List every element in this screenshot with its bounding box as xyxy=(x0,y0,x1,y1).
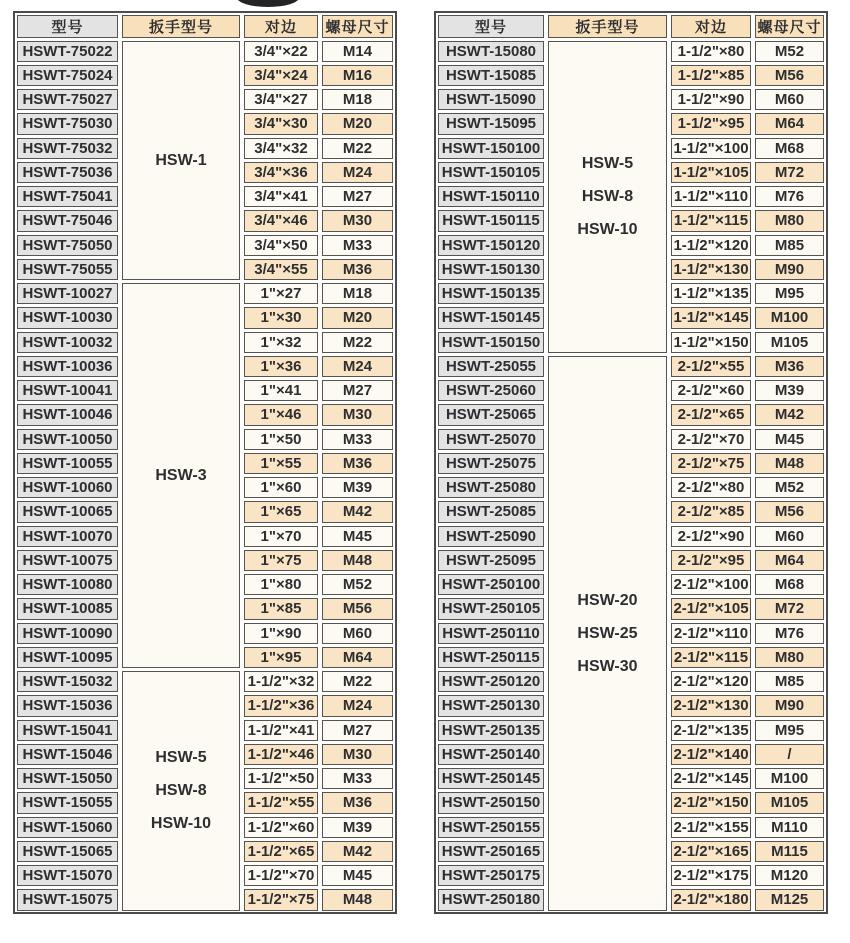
wrench-cell xyxy=(548,41,667,353)
nut-cell: M30 xyxy=(322,744,393,765)
product-image-edge xyxy=(237,0,299,7)
model-cell: HSWT-15032 xyxy=(17,671,118,692)
flats-cell: 2-1/2"×65 xyxy=(671,404,751,425)
header-cell-0: 型号 xyxy=(438,15,544,38)
flats-cell: 3/4"×22 xyxy=(244,41,318,62)
flats-cell: 2-1/2"×135 xyxy=(671,720,751,741)
model-cell: HSWT-150115 xyxy=(438,210,544,231)
nut-cell: M42 xyxy=(322,841,393,862)
model-cell: HSWT-15041 xyxy=(17,720,118,741)
flats-cell: 3/4"×50 xyxy=(244,235,318,256)
nut-cell: M39 xyxy=(322,477,393,498)
flats-cell: 1-1/2"×150 xyxy=(671,332,751,353)
nut-cell: M105 xyxy=(755,332,824,353)
model-cell: HSWT-15080 xyxy=(438,41,544,62)
flats-cell: 3/4"×41 xyxy=(244,186,318,207)
nut-cell: M90 xyxy=(755,695,824,716)
model-cell: HSWT-75022 xyxy=(17,41,118,62)
nut-cell: M64 xyxy=(755,113,824,134)
nut-cell: M24 xyxy=(322,356,393,377)
nut-cell: M76 xyxy=(755,623,824,644)
wrench-label: HSW-25 xyxy=(577,624,638,642)
model-cell: HSWT-15036 xyxy=(17,695,118,716)
model-cell: HSWT-75041 xyxy=(17,186,118,207)
model-cell: HSWT-10075 xyxy=(17,550,118,571)
wrench-cell xyxy=(122,283,240,668)
model-cell: HSWT-250120 xyxy=(438,671,544,692)
flats-cell: 1"×36 xyxy=(244,356,318,377)
nut-cell: M60 xyxy=(755,89,824,110)
model-cell: HSWT-150145 xyxy=(438,307,544,328)
header-cell-1: 扳手型号 xyxy=(122,15,240,38)
model-cell: HSWT-150135 xyxy=(438,283,544,304)
model-cell: HSWT-150130 xyxy=(438,259,544,280)
model-cell: HSWT-25065 xyxy=(438,404,544,425)
flats-cell: 2-1/2"×180 xyxy=(671,889,751,910)
flats-cell: 1-1/2"×120 xyxy=(671,235,751,256)
flats-cell: 1-1/2"×95 xyxy=(671,113,751,134)
model-cell: HSWT-10032 xyxy=(17,332,118,353)
model-cell: HSWT-250150 xyxy=(438,792,544,813)
model-cell: HSWT-15075 xyxy=(17,889,118,910)
model-cell: HSWT-250155 xyxy=(438,817,544,838)
nut-cell: M80 xyxy=(755,647,824,668)
flats-cell: 1-1/2"×145 xyxy=(671,307,751,328)
flats-cell: 2-1/2"×140 xyxy=(671,744,751,765)
flats-cell: 1"×75 xyxy=(244,550,318,571)
header-cell-0: 型号 xyxy=(17,15,118,38)
wrench-label: HSW-10 xyxy=(577,221,638,239)
flats-cell: 1"×30 xyxy=(244,307,318,328)
nut-cell: M56 xyxy=(755,65,824,86)
spec-table-left xyxy=(13,11,397,914)
nut-cell: M95 xyxy=(755,283,824,304)
flats-cell: 1"×55 xyxy=(244,453,318,474)
flats-cell: 2-1/2"×60 xyxy=(671,380,751,401)
model-cell: HSWT-150120 xyxy=(438,235,544,256)
nut-cell: M36 xyxy=(322,453,393,474)
nut-cell: M105 xyxy=(755,792,824,813)
nut-cell: M24 xyxy=(322,162,393,183)
flats-cell: 1-1/2"×46 xyxy=(244,744,318,765)
model-cell: HSWT-10090 xyxy=(17,623,118,644)
model-cell: HSWT-10070 xyxy=(17,526,118,547)
nut-cell: M64 xyxy=(322,647,393,668)
flats-cell: 1-1/2"×50 xyxy=(244,768,318,789)
header-cell-1: 扳手型号 xyxy=(548,15,667,38)
nut-cell: M20 xyxy=(322,307,393,328)
spec-table-right xyxy=(434,11,828,914)
flats-cell: 1"×46 xyxy=(244,404,318,425)
model-cell: HSWT-150110 xyxy=(438,186,544,207)
nut-cell: M68 xyxy=(755,138,824,159)
flats-cell: 2-1/2"×85 xyxy=(671,501,751,522)
nut-cell: M120 xyxy=(755,865,824,886)
nut-cell: M20 xyxy=(322,113,393,134)
flats-cell: 2-1/2"×55 xyxy=(671,356,751,377)
flats-cell: 1"×65 xyxy=(244,501,318,522)
nut-cell: M85 xyxy=(755,235,824,256)
wrench-label: HSW-3 xyxy=(155,467,207,484)
model-cell: HSWT-250165 xyxy=(438,841,544,862)
nut-cell: M56 xyxy=(755,501,824,522)
model-cell: HSWT-25075 xyxy=(438,453,544,474)
model-cell: HSWT-250145 xyxy=(438,768,544,789)
wrench-label: HSW-8 xyxy=(581,188,634,206)
header-cell-2: 对边 xyxy=(671,15,751,38)
flats-cell: 3/4"×30 xyxy=(244,113,318,134)
flats-cell: 1"×80 xyxy=(244,574,318,595)
nut-cell: M42 xyxy=(322,501,393,522)
flats-cell: 2-1/2"×120 xyxy=(671,671,751,692)
nut-cell: M45 xyxy=(322,526,393,547)
nut-cell: M110 xyxy=(755,817,824,838)
model-cell: HSWT-250110 xyxy=(438,623,544,644)
nut-cell: M76 xyxy=(755,186,824,207)
model-cell: HSWT-15046 xyxy=(17,744,118,765)
model-cell: HSWT-75050 xyxy=(17,235,118,256)
model-cell: HSWT-10036 xyxy=(17,356,118,377)
nut-cell: M48 xyxy=(322,550,393,571)
flats-cell: 1"×32 xyxy=(244,332,318,353)
model-cell: HSWT-150100 xyxy=(438,138,544,159)
flats-cell: 1"×85 xyxy=(244,598,318,619)
model-cell: HSWT-10080 xyxy=(17,574,118,595)
model-cell: HSWT-150105 xyxy=(438,162,544,183)
nut-cell: M72 xyxy=(755,598,824,619)
nut-cell: M22 xyxy=(322,332,393,353)
nut-cell: M52 xyxy=(322,574,393,595)
flats-cell: 1-1/2"×110 xyxy=(671,186,751,207)
wrench-cell xyxy=(122,671,240,911)
flats-cell: 1-1/2"×55 xyxy=(244,792,318,813)
nut-cell: M52 xyxy=(755,41,824,62)
nut-cell: M22 xyxy=(322,671,393,692)
model-cell: HSWT-75046 xyxy=(17,210,118,231)
flats-cell: 2-1/2"×80 xyxy=(671,477,751,498)
nut-cell: M52 xyxy=(755,477,824,498)
flats-cell: 1-1/2"×115 xyxy=(671,210,751,231)
nut-cell: M125 xyxy=(755,889,824,910)
model-cell: HSWT-10085 xyxy=(17,598,118,619)
nut-cell: M24 xyxy=(322,695,393,716)
nut-cell: M48 xyxy=(322,889,393,910)
model-cell: HSWT-250115 xyxy=(438,647,544,668)
flats-cell: 3/4"×32 xyxy=(244,138,318,159)
model-cell: HSWT-250130 xyxy=(438,695,544,716)
nut-cell: M68 xyxy=(755,574,824,595)
model-cell: HSWT-250140 xyxy=(438,744,544,765)
model-cell: HSWT-25060 xyxy=(438,380,544,401)
flats-cell: 2-1/2"×130 xyxy=(671,695,751,716)
nut-cell: M42 xyxy=(755,404,824,425)
model-cell: HSWT-15055 xyxy=(17,792,118,813)
flats-cell: 2-1/2"×115 xyxy=(671,647,751,668)
nut-cell: M56 xyxy=(322,598,393,619)
model-cell: HSWT-15065 xyxy=(17,841,118,862)
model-cell: HSWT-75030 xyxy=(17,113,118,134)
model-cell: HSWT-10060 xyxy=(17,477,118,498)
flats-cell: 1"×70 xyxy=(244,526,318,547)
nut-cell: M27 xyxy=(322,186,393,207)
header-cell-3: 螺母尺寸 xyxy=(755,15,824,38)
nut-cell: M16 xyxy=(322,65,393,86)
wrench-label: HSW-5 xyxy=(581,155,634,173)
flats-cell: 1-1/2"×80 xyxy=(671,41,751,62)
flats-cell: 2-1/2"×75 xyxy=(671,453,751,474)
nut-cell: M30 xyxy=(322,404,393,425)
nut-cell: M30 xyxy=(322,210,393,231)
flats-cell: 1-1/2"×70 xyxy=(244,865,318,886)
flats-cell: 1-1/2"×60 xyxy=(244,817,318,838)
header-cell-2: 对边 xyxy=(244,15,318,38)
wrench-cell xyxy=(548,356,667,911)
model-cell: HSWT-10027 xyxy=(17,283,118,304)
flats-cell: 3/4"×55 xyxy=(244,259,318,280)
flats-cell: 1-1/2"×90 xyxy=(671,89,751,110)
model-cell: HSWT-10055 xyxy=(17,453,118,474)
model-cell: HSWT-25055 xyxy=(438,356,544,377)
wrench-label: HSW-30 xyxy=(577,657,638,675)
flats-cell: 2-1/2"×90 xyxy=(671,526,751,547)
nut-cell: M27 xyxy=(322,720,393,741)
model-cell: HSWT-150150 xyxy=(438,332,544,353)
flats-cell: 1"×90 xyxy=(244,623,318,644)
flats-cell: 2-1/2"×150 xyxy=(671,792,751,813)
model-cell: HSWT-25070 xyxy=(438,429,544,450)
model-cell: HSWT-15050 xyxy=(17,768,118,789)
model-cell: HSWT-15090 xyxy=(438,89,544,110)
nut-cell: M100 xyxy=(755,768,824,789)
model-cell: HSWT-250105 xyxy=(438,598,544,619)
flats-cell: 2-1/2"×165 xyxy=(671,841,751,862)
nut-cell: M95 xyxy=(755,720,824,741)
flats-cell: 1-1/2"×41 xyxy=(244,720,318,741)
model-cell: HSWT-25090 xyxy=(438,526,544,547)
model-cell: HSWT-75032 xyxy=(17,138,118,159)
nut-cell: M33 xyxy=(322,235,393,256)
flats-cell: 1"×41 xyxy=(244,380,318,401)
flats-cell: 2-1/2"×175 xyxy=(671,865,751,886)
model-cell: HSWT-15095 xyxy=(438,113,544,134)
nut-cell: M33 xyxy=(322,768,393,789)
flats-cell: 1-1/2"×36 xyxy=(244,695,318,716)
nut-cell: M85 xyxy=(755,671,824,692)
model-cell: HSWT-250135 xyxy=(438,720,544,741)
model-cell: HSWT-10041 xyxy=(17,380,118,401)
nut-cell: M36 xyxy=(322,792,393,813)
wrench-label: HSW-1 xyxy=(155,151,207,169)
flats-cell: 1"×27 xyxy=(244,283,318,304)
flats-cell: 1-1/2"×65 xyxy=(244,841,318,862)
model-cell: HSWT-25085 xyxy=(438,501,544,522)
model-cell: HSWT-250100 xyxy=(438,574,544,595)
flats-cell: 1"×60 xyxy=(244,477,318,498)
nut-cell: M18 xyxy=(322,89,393,110)
model-cell: HSWT-75036 xyxy=(17,162,118,183)
flats-cell: 1"×50 xyxy=(244,429,318,450)
nut-cell: M64 xyxy=(755,550,824,571)
wrench-label: HSW-8 xyxy=(155,782,207,800)
flats-cell: 3/4"×46 xyxy=(244,210,318,231)
model-cell: HSWT-75055 xyxy=(17,259,118,280)
nut-cell: M18 xyxy=(322,283,393,304)
model-cell: HSWT-10065 xyxy=(17,501,118,522)
flats-cell: 1-1/2"×85 xyxy=(671,65,751,86)
flats-cell: 1-1/2"×32 xyxy=(244,671,318,692)
nut-cell: M39 xyxy=(322,817,393,838)
flats-cell: 3/4"×36 xyxy=(244,162,318,183)
flats-cell: 2-1/2"×100 xyxy=(671,574,751,595)
nut-cell: / xyxy=(755,744,824,765)
flats-cell: 3/4"×24 xyxy=(244,65,318,86)
nut-cell: M90 xyxy=(755,259,824,280)
flats-cell: 2-1/2"×70 xyxy=(671,429,751,450)
model-cell: HSWT-250175 xyxy=(438,865,544,886)
nut-cell: M45 xyxy=(755,429,824,450)
model-cell: HSWT-25095 xyxy=(438,550,544,571)
nut-cell: M60 xyxy=(322,623,393,644)
flats-cell: 1-1/2"×105 xyxy=(671,162,751,183)
nut-cell: M80 xyxy=(755,210,824,231)
flats-cell: 1-1/2"×135 xyxy=(671,283,751,304)
nut-cell: M115 xyxy=(755,841,824,862)
wrench-cell xyxy=(122,41,240,281)
flats-cell: 1-1/2"×130 xyxy=(671,259,751,280)
wrench-label: HSW-10 xyxy=(150,815,212,833)
flats-cell: 2-1/2"×110 xyxy=(671,623,751,644)
header-cell-3: 螺母尺寸 xyxy=(322,15,393,38)
flats-cell: 2-1/2"×155 xyxy=(671,817,751,838)
nut-cell: M39 xyxy=(755,380,824,401)
model-cell: HSWT-15070 xyxy=(17,865,118,886)
wrench-label: HSW-20 xyxy=(577,591,638,609)
nut-cell: M60 xyxy=(755,526,824,547)
model-cell: HSWT-10046 xyxy=(17,404,118,425)
model-cell: HSWT-15060 xyxy=(17,817,118,838)
flats-cell: 1-1/2"×100 xyxy=(671,138,751,159)
model-cell: HSWT-10095 xyxy=(17,647,118,668)
nut-cell: M72 xyxy=(755,162,824,183)
flats-cell: 2-1/2"×105 xyxy=(671,598,751,619)
flats-cell: 3/4"×27 xyxy=(244,89,318,110)
nut-cell: M14 xyxy=(322,41,393,62)
nut-cell: M45 xyxy=(322,865,393,886)
flats-cell: 2-1/2"×145 xyxy=(671,768,751,789)
model-cell: HSWT-75027 xyxy=(17,89,118,110)
nut-cell: M27 xyxy=(322,380,393,401)
model-cell: HSWT-15085 xyxy=(438,65,544,86)
wrench-label: HSW-5 xyxy=(155,749,207,767)
nut-cell: M36 xyxy=(322,259,393,280)
nut-cell: M33 xyxy=(322,429,393,450)
nut-cell: M100 xyxy=(755,307,824,328)
nut-cell: M36 xyxy=(755,356,824,377)
nut-cell: M48 xyxy=(755,453,824,474)
model-cell: HSWT-10050 xyxy=(17,429,118,450)
model-cell: HSWT-25080 xyxy=(438,477,544,498)
flats-cell: 2-1/2"×95 xyxy=(671,550,751,571)
model-cell: HSWT-75024 xyxy=(17,65,118,86)
model-cell: HSWT-250180 xyxy=(438,889,544,910)
model-cell: HSWT-10030 xyxy=(17,307,118,328)
flats-cell: 1"×95 xyxy=(244,647,318,668)
flats-cell: 1-1/2"×75 xyxy=(244,889,318,910)
nut-cell: M22 xyxy=(322,138,393,159)
